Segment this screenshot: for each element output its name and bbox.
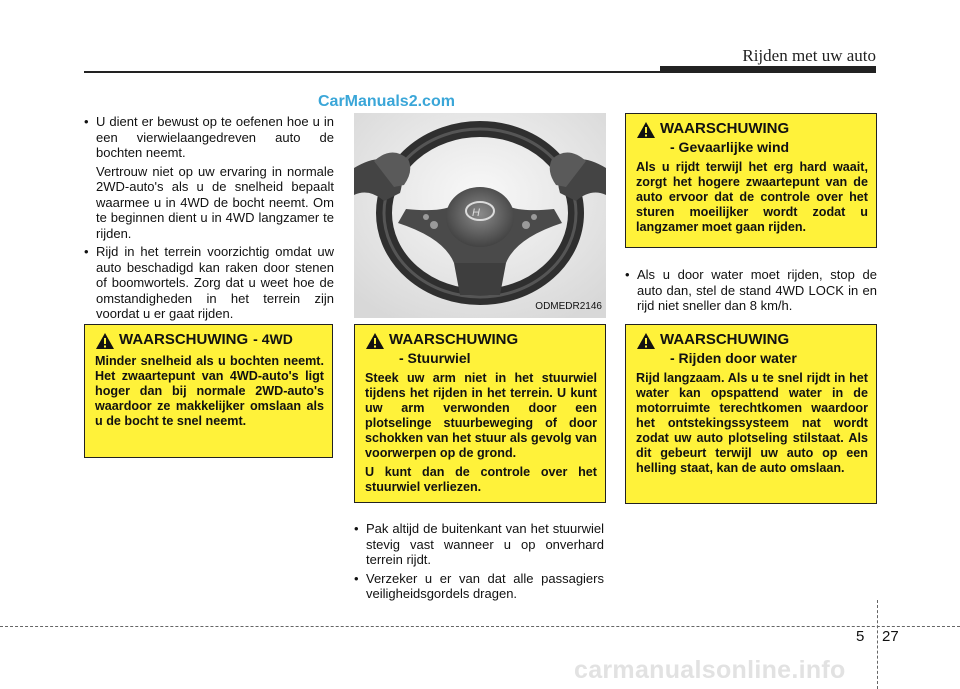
warning-title: WAARSCHUWING	[660, 331, 790, 348]
header-title: Rijden met uw auto	[742, 46, 876, 65]
steering-wheel-illustration	[354, 113, 606, 318]
watermark-bottom[interactable]: carmanualsonline.info	[574, 656, 846, 684]
watermark-top[interactable]: CarManuals2.com	[318, 93, 455, 110]
middle-bullet-2: • Verzeker u er van dat alle passagiers veiligheidsgordels dragen.	[354, 571, 604, 602]
footer-rule	[0, 626, 960, 627]
warning-triangle-icon	[365, 332, 385, 350]
warning-title: WAARSCHUWING	[119, 331, 249, 348]
header-rule-thick	[660, 66, 876, 73]
left-bullet-2: • Rijd in het terrein voorzichtig omdat uw auto beschadigd kan raken door stenen of boomwortels. Zorg dat u weet hoe de omstandigheden in het terrein zijn voordat u er gaat rijden.	[84, 244, 334, 322]
middle-bullet-1: • Pak altijd de buitenkant van het stuurwiel stevig vast wanneer u op onverhard terrein rijdt.	[354, 521, 604, 568]
warning-box-steering	[354, 324, 606, 503]
warning-body-text-2: U kunt dan de controle over het stuurwiel verliezen.	[365, 465, 597, 494]
warning-body	[636, 371, 868, 476]
warning-title-suffix: - 4WD	[253, 331, 293, 347]
page-number-divider	[877, 600, 878, 689]
warning-title: WAARSCHUWING	[389, 331, 519, 348]
header-rule-thin	[84, 71, 684, 73]
right-column	[625, 267, 877, 314]
warning-box-4wd	[84, 324, 333, 458]
left-bullet-1-para: Vertrouw niet op uw ervaring in normale 2WD-auto's als u de snelheid bepaalt waarmee u in 4WD de bocht neemt. Om te beginnen dient u in 4WD langzamer te rijden.	[96, 163, 334, 241]
warning-body-text-1: Steek uw arm niet in het stuurwiel tijdens het rijden in het terrein. U kunt uw arm verwonden door een plotselinge stuurbeweging of door schokken van het stuur als gevolg van voorwerpen op de grond.	[365, 371, 597, 460]
warning-triangle-icon	[636, 332, 656, 350]
warning-body-text: Als u rijdt terwijl het erg hard waait, zorgt het hogere zwaartepunt van de auto ervoor dat de controle over het sturen moeilijker wordt zodat u langzamer moet gaan rijden.	[636, 160, 868, 234]
warning-header	[636, 331, 868, 350]
warning-body-text: Minder snelheid als u bochten neemt. Het zwaartepunt van 4WD-auto's ligt hoger dan bij normale 2WD-auto's waardoor ze makkelijker omslaan als u de bocht te snel neemt.	[95, 354, 324, 428]
warning-header	[95, 331, 324, 350]
warning-box-wind	[625, 113, 877, 248]
warning-subtitle: - Stuurwiel	[399, 350, 471, 366]
warning-body-text: Rijd langzaam. Als u te snel rijdt in het water kan opspattend water in de motorruimte terechtkomen waardoor het ontstekingssysteem nat wordt zodat uw auto plotseling stilstaat. Als dit gebeurt terwijl uw auto op een helling staat, kan de auto omslaan.	[636, 371, 868, 475]
middle-column	[354, 521, 604, 602]
left-bullet-1: • U dient er bewust op te oefenen hoe u in een vierwielaangedreven auto de bochten neemt.	[84, 114, 334, 161]
chapter-number: 5	[856, 628, 865, 645]
steering-wheel-photo	[354, 113, 606, 318]
warning-subtitle: - Gevaarlijke wind	[670, 139, 790, 155]
warning-header	[636, 120, 868, 139]
warning-box-water	[625, 324, 877, 504]
right-bullet-1: • Als u door water moet rijden, stop de auto dan, stel de stand 4WD LOCK in en rijd niet sneller dan 8 km/h.	[625, 267, 877, 314]
warning-title: WAARSCHUWING	[660, 120, 790, 137]
warning-body	[365, 371, 597, 495]
warning-body	[636, 160, 868, 235]
warning-subtitle: - Rijden door water	[670, 350, 797, 366]
left-column	[84, 114, 334, 322]
page-number: 27	[882, 628, 899, 645]
warning-header	[365, 331, 597, 350]
figure-caption: ODMEDR2146	[535, 301, 602, 312]
warning-triangle-icon	[636, 121, 656, 139]
warning-body	[95, 354, 324, 429]
warning-triangle-icon	[95, 332, 115, 350]
svg-text:H: H	[472, 207, 480, 219]
